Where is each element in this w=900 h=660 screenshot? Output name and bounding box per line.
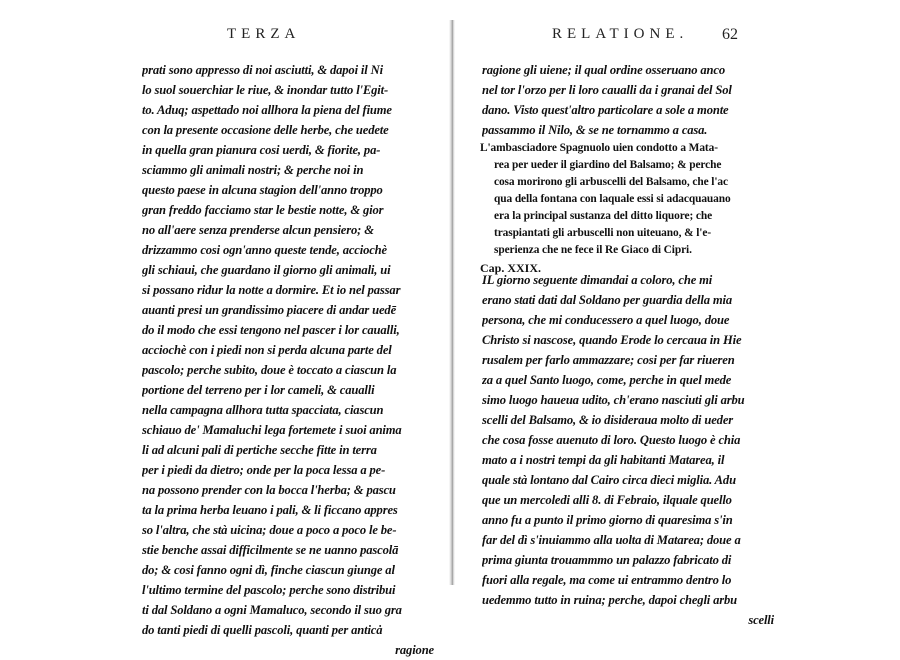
text-line: passammo il Nilo, & se ne tornammo a casa. — [482, 123, 708, 137]
chapter-heading-line: cosa morirono gli arbuscelli del Balsamo, che l'ac — [494, 176, 728, 188]
text-line: mato a i nostri tempi da gli habitanti Matarea, il — [482, 453, 725, 467]
text-line: anno fu a punto il primo giorno di quaresima s'in — [482, 513, 733, 527]
text-line: con la presente occasione delle herbe, che uedete — [142, 123, 389, 137]
left-text-block — [142, 60, 442, 660]
book-gutter — [449, 20, 455, 585]
chapter-heading-line: era la principal sustanza del ditto liquore; che — [494, 210, 713, 222]
text-line: do; & cosi fanno ogni dì, finche ciascun giunge al — [142, 563, 395, 577]
text-line: uedemmo tutto in ruina; perche, dapoi chegli arbu — [482, 593, 738, 607]
chapter-heading — [480, 140, 790, 277]
catchword: scelli — [748, 613, 774, 627]
text-line: dano. Visto quest'altro particolare a sole a monte — [482, 103, 729, 117]
left-running-head: TERZA — [227, 26, 301, 42]
text-line: no all'aere senza prenderse alcun pensiero; & — [142, 223, 374, 237]
chapter-heading-line: rea per ueder il giardino del Balsamo; & perche — [494, 159, 722, 171]
text-line: to. Aduq; aspettado noi allhora la piena del fiume — [142, 103, 392, 117]
text-line: si possano ridur la notte a dormire. Et io nel passar — [142, 283, 401, 297]
text-line: que un mercoledi alli 8. di Febraio, ilquale quello — [482, 493, 732, 507]
chapter-heading-line: L'ambasciadore Spagnuolo uien condotto a Mata- — [480, 142, 718, 154]
text-line: ti dal Soldano a ogni Mamaluco, secondo il suo gra — [142, 603, 402, 617]
chapter-label: Cap. XXIX. — [480, 261, 542, 275]
text-line: gli schiaui, che guardano il giorno gli animali, ui — [142, 263, 391, 277]
text-line: schiauo de' Mamaluchi lega fortemete i suoi anima — [142, 423, 402, 437]
text-line: acciochè con i piedi non si perda alcuna parte del — [142, 343, 392, 357]
text-line: pascolo; perche subito, doue è toccato a ciascun la — [142, 363, 397, 377]
right-text-block-bottom — [482, 270, 782, 630]
text-line: so l'altra, che stà uicina; doue a poco a poco le be- — [142, 523, 397, 537]
catchword: ragione — [395, 643, 434, 657]
text-line: nella campagna allhora tutta spacciata, ciascun — [142, 403, 384, 417]
text-line: simo luogo haueua udito, ch'erano nasciuti gli arbu — [482, 393, 745, 407]
text-line: che cosa fosse auenuto di loro. Questo luogo è chia — [482, 433, 741, 447]
text-line: far del dì s'inuiammo alla uolta di Matarea; doue a — [482, 533, 741, 547]
text-line: IL giorno seguente dimandai a coloro, che mi — [482, 273, 713, 287]
text-line: erano stati dati dal Soldano per guardia della mia — [482, 293, 733, 307]
text-line: fuori alla regale, ma come ui entrammo dentro lo — [482, 573, 732, 587]
text-line: rusalem per farlo ammazzare; cosi per far riueren — [482, 353, 735, 367]
text-line: prati sono appresso di noi asciutti, & dapoi il Ni — [142, 63, 383, 77]
text-line: do tanti piedi di quelli pascoli, quanti per anticȧ — [142, 623, 383, 637]
text-line: questo paese in alcuna stagion dell'anno troppo — [142, 183, 383, 197]
text-line: per i piedi da dietro; onde per la poca lessa a pe- — [142, 463, 386, 477]
text-line: l'ultimo termine del pascolo; perche sono distribui — [142, 583, 396, 597]
page-number: 62 — [722, 26, 738, 43]
chapter-heading-line: traspiantati gli arbuscelli non uiteuano, & l'e- — [494, 227, 712, 239]
text-line: gran freddo facciamo star le bestie notte, & gior — [142, 203, 384, 217]
text-line: li ad alcuni pali di pertiche secche fitte in terra — [142, 443, 377, 457]
text-line: Christo si nascose, quando Erode lo cercaua in Hie — [482, 333, 742, 347]
text-line: stie benche assai difficilmente se ne uanno pascolā — [142, 543, 399, 557]
text-line: auanti presi un grandissimo piacere di andar uedē — [142, 303, 397, 317]
text-line: lo suol souerchiar le riue, & inondar tutto l'Egit- — [142, 83, 389, 97]
chapter-heading-line: qua della fontana con laquale essi si adacquauano — [494, 193, 731, 205]
text-line: nel tor l'orzo per li loro caualli da i granai del Sol — [482, 83, 732, 97]
text-line: scelli del Balsamo, & io disideraua molto di ueder — [482, 413, 734, 427]
text-line: za a quel Santo luogo, come, perche in quel mede — [482, 373, 732, 387]
text-line: drizzammo cosi ogn'anno queste tende, acciochè — [142, 243, 387, 257]
chapter-heading-line: sperienza che ne fece il Re Giaco di Cipri. — [494, 244, 692, 256]
text-line: quale stà lontano dal Cairo circa dieci miglia. Adu — [482, 473, 736, 487]
text-line: prima giunta trouammmo un palazzo fabricato di — [482, 553, 732, 567]
text-line: na possono prender con la bocca l'herba; & pascu — [142, 483, 396, 497]
text-line: persona, che mi conducessero a quel luogo, doue — [482, 313, 730, 327]
right-running-head: RELATIONE. — [552, 26, 689, 42]
text-line: ragione gli uiene; il qual ordine osseruano anco — [482, 63, 725, 77]
text-line: do il modo che essi tengono nel pascer i lor caualli, — [142, 323, 400, 337]
text-line: ta la prima herba leuano i pali, & li ficcano appres — [142, 503, 398, 517]
text-line: sciammo gli animali nostri; & perche noi in — [142, 163, 364, 177]
right-text-block-top — [482, 60, 782, 140]
text-line: portione del terreno per i lor cameli, & caualli — [142, 383, 375, 397]
text-line: in quella gran pianura cosi uerdi, & fiorite, pa- — [142, 143, 381, 157]
